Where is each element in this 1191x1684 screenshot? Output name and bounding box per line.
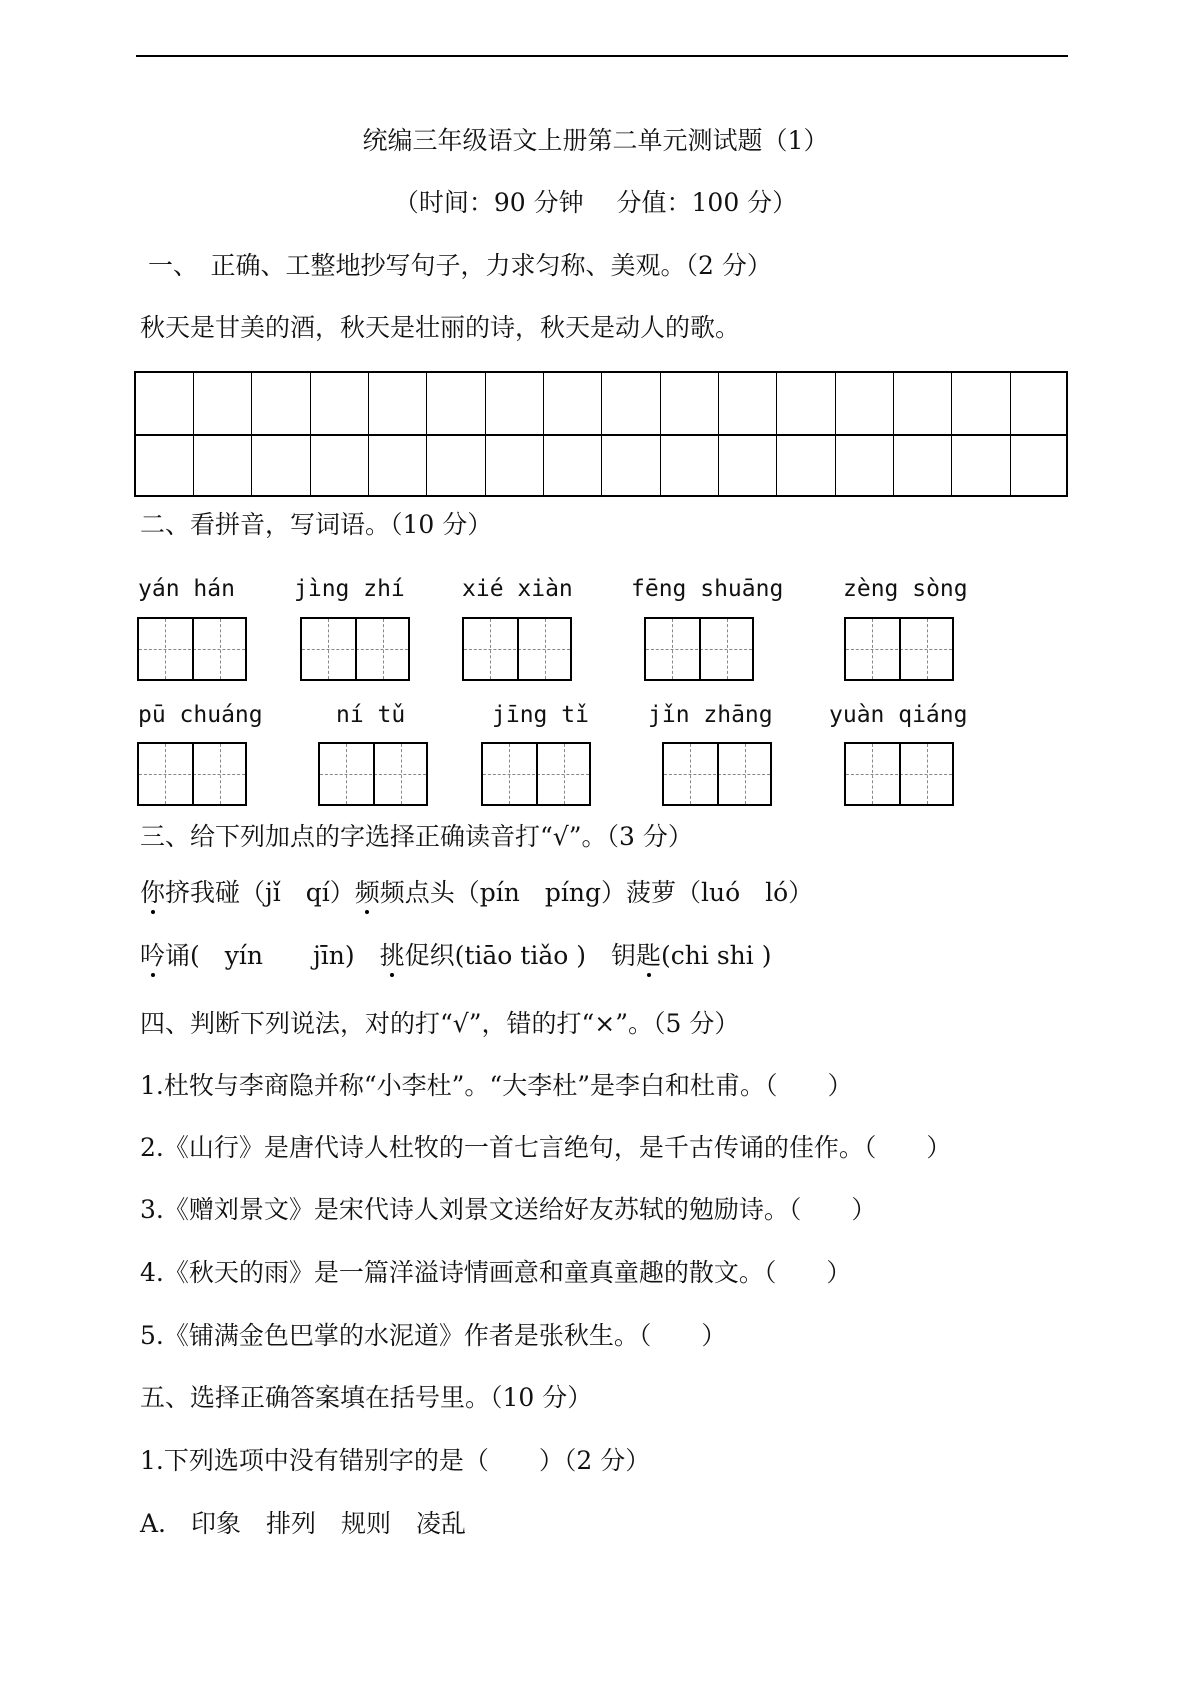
- option-a[interactable]: A. 印象 排列 规则 凌乱: [140, 1509, 467, 1538]
- dotted-char: 吟: [140, 941, 166, 970]
- reading-line-1: [140, 878, 813, 908]
- page-title: 统编三年级语文上册第二单元测试题（1）: [362, 126, 829, 155]
- section-1-sentence: 秋天是甘美的酒，秋天是壮丽的诗，秋天是动人的歌。: [140, 313, 741, 342]
- reading-line-2: [140, 941, 771, 971]
- judgement-item[interactable]: 3.《赠刘景文》是宋代诗人刘景文送给好友苏轼的勉励诗。（ ）: [140, 1195, 877, 1224]
- reading-option-text[interactable]: 促织(tiāo tiǎo ): [404, 941, 612, 970]
- tianzige-box[interactable]: [644, 617, 754, 681]
- page-subtitle: （时间：90 分钟 分值：100 分）: [393, 188, 798, 217]
- dotted-char: 频: [354, 878, 380, 907]
- grid-col-divider: [310, 373, 311, 495]
- tianzige-box[interactable]: [481, 742, 591, 806]
- pinyin-label: jìng zhí: [294, 576, 405, 602]
- tianzige-box[interactable]: [844, 742, 954, 806]
- judgement-item[interactable]: 1.杜牧与李商隐并称“小李杜”。“大李杜”是李白和杜甫。（ ）: [140, 1071, 853, 1100]
- judgement-item[interactable]: 5.《铺满金色巴掌的水泥道》作者是张秋生。（ ）: [140, 1321, 727, 1350]
- pinyin-label: pū chuáng: [138, 702, 263, 728]
- grid-col-divider: [485, 373, 486, 495]
- grid-col-divider: [1010, 373, 1011, 495]
- grid-col-divider: [951, 373, 952, 495]
- grid-col-divider: [251, 373, 252, 495]
- tianzige-box[interactable]: [318, 742, 428, 806]
- tianzige-box[interactable]: [662, 742, 772, 806]
- dotted-char: 挑: [379, 941, 405, 970]
- tianzige-box[interactable]: [137, 617, 247, 681]
- pinyin-label: yuàn qiáng: [829, 702, 968, 728]
- pinyin-label: zèng sòng: [843, 576, 968, 602]
- grid-col-divider: [193, 373, 194, 495]
- dotted-char: 匙: [636, 941, 662, 970]
- grid-col-divider: [718, 373, 719, 495]
- tianzige-box[interactable]: [844, 617, 954, 681]
- pinyin-label: ní tǔ: [336, 702, 406, 728]
- grid-col-divider: [893, 373, 894, 495]
- top-rule: [136, 55, 1068, 57]
- reading-option-text[interactable]: (chi shi ): [661, 941, 772, 970]
- judgement-item[interactable]: 4.《秋天的雨》是一篇洋溢诗情画意和童真童趣的散文。（ ）: [140, 1258, 852, 1287]
- section-1-heading: 一、 正确、工整地抄写句子，力求匀称、美观。（2 分）: [148, 251, 772, 280]
- pinyin-label: fēng shuāng: [631, 576, 784, 602]
- question-1[interactable]: 1.下列选项中没有错别字的是（ ）（2 分）: [140, 1446, 651, 1475]
- reading-option-text[interactable]: 诵( yín jīn): [165, 941, 380, 970]
- section-3-heading: 三、给下列加点的字选择正确读音打“√”。（3 分）: [140, 822, 693, 851]
- tianzige-box[interactable]: [137, 742, 247, 806]
- grid-col-divider: [835, 373, 836, 495]
- grid-col-divider: [426, 373, 427, 495]
- grid-col-divider: [776, 373, 777, 495]
- tianzige-box[interactable]: [462, 617, 572, 681]
- pinyin-label: xié xiàn: [462, 576, 573, 602]
- judgement-item[interactable]: 2.《山行》是唐代诗人杜牧的一首七言绝句，是千古传诵的佳作。（ ）: [140, 1133, 952, 1162]
- dotted-char: 你: [140, 878, 166, 907]
- pinyin-label: yán hán: [138, 576, 235, 602]
- pinyin-label: jīng tǐ: [492, 702, 589, 728]
- grid-col-divider: [601, 373, 602, 495]
- grid-col-divider: [660, 373, 661, 495]
- reading-option-text[interactable]: 挤我碰（jǐ qí）: [165, 878, 355, 907]
- tianzige-box[interactable]: [300, 617, 410, 681]
- section-5-heading: 五、选择正确答案填在括号里。（10 分）: [140, 1383, 593, 1412]
- grid-col-divider: [543, 373, 544, 495]
- pinyin-label: jǐn zhāng: [648, 702, 773, 728]
- section-4-heading: 四、判断下列说法，对的打“√”，错的打“×”。（5 分）: [140, 1009, 740, 1038]
- grid-col-divider: [368, 373, 369, 495]
- plain-char: 钥: [611, 941, 637, 970]
- copy-writing-grid[interactable]: [134, 371, 1068, 497]
- section-2-heading: 二、看拼音，写词语。（10 分）: [140, 510, 493, 539]
- reading-option-text[interactable]: 频点头（pín píng）菠萝（luó ló）: [379, 878, 814, 907]
